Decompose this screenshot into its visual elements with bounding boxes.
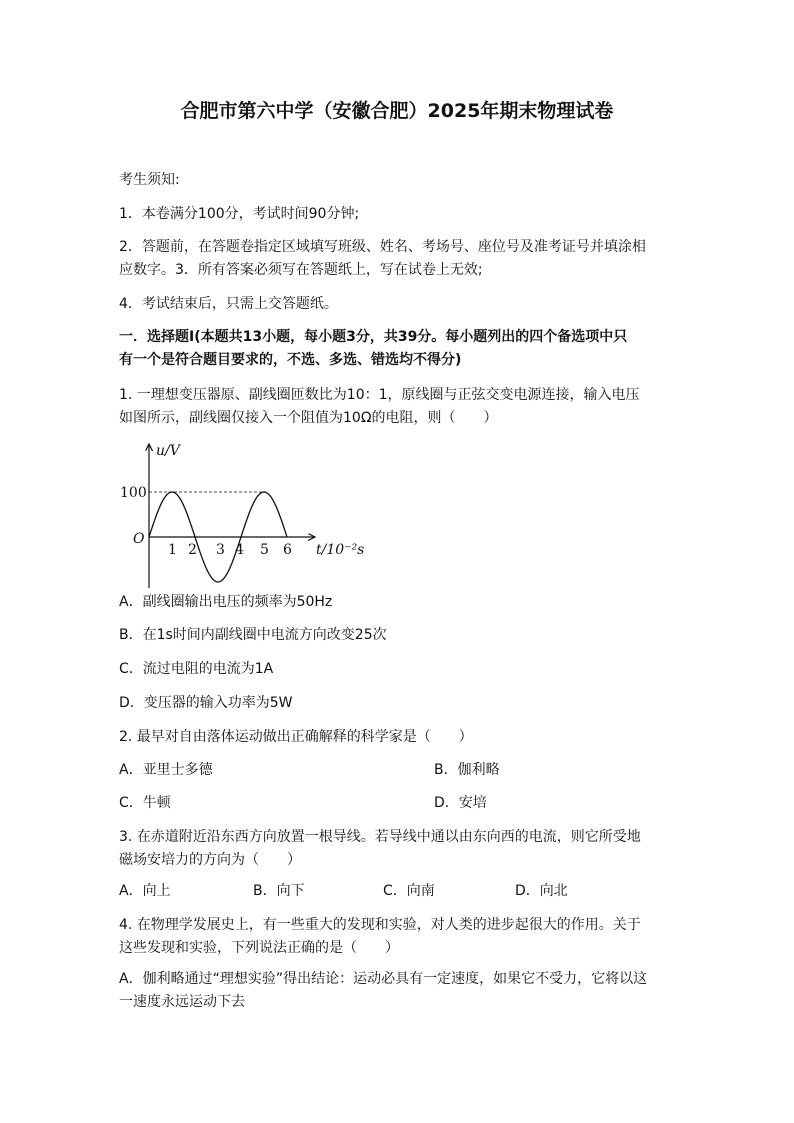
x-axis-label: t/10⁻²s	[316, 542, 365, 558]
voltage-time-graph	[118, 438, 368, 590]
question-2-stem: 2. 最早对自由落体运动做出正确解释的科学家是（ ）	[119, 729, 473, 745]
x-tick-label: 4	[235, 542, 244, 558]
notice-item: 应数字。3．所有答案必须写在答题纸上，写在试卷上无效;	[119, 262, 483, 278]
question-4-stem-cont: 这些发现和实验，下列说法正确的是（ ）	[119, 940, 399, 956]
question-3-stem: 3. 在赤道附近沿东西方向放置一根导线。若导线中通以由东向西的电流，则它所受地	[119, 829, 641, 845]
x-tick-label: 6	[283, 542, 292, 558]
section-heading-cont: 有一个是符合题目要求的，不选、多选、错选均不得分)	[119, 352, 462, 368]
x-tick-label: 3	[216, 542, 225, 558]
notice-heading: 考生须知:	[119, 172, 180, 188]
x-tick-label: 1	[168, 542, 177, 558]
page-title: 合肥市第六中学（安徽合肥）2025年期末物理试卷	[180, 100, 614, 122]
question-4-stem: 4. 在物理学发展史上，有一些重大的发现和实验，对人类的进步起很大的作用。关于	[119, 917, 641, 933]
question-3-option-c: C．向南	[383, 883, 435, 899]
y-axis-label: u/V	[156, 443, 180, 459]
notice-item: 4．考试结束后，只需上交答题纸。	[119, 296, 338, 312]
origin-label: O	[133, 531, 145, 547]
question-1-option-a: A．副线圈输出电压的频率为50Hz	[119, 594, 333, 610]
y-tick-label: 100	[120, 485, 147, 501]
x-tick-label: 5	[260, 542, 269, 558]
question-2-option-d: D．安培	[434, 795, 487, 811]
notice-item: 1．本卷满分100分，考试时间90分钟;	[119, 206, 360, 222]
question-1-stem-cont: 如图所示，副线圈仅接入一个阻值为10Ω的电阻，则（ ）	[119, 410, 498, 426]
question-3-option-b: B．向下	[253, 883, 305, 899]
x-tick-label: 2	[188, 542, 197, 558]
notice-item: 2．答题前，在答题卷指定区域填写班级、姓名、考场号、座位号及准考证号并填涂相	[119, 239, 646, 255]
question-4-option-a: A．伽利略通过“理想实验”得出结论：运动必具有一定速度，如果它不受力，它将以这	[119, 971, 648, 987]
question-2-option-c: C．牛顿	[119, 795, 171, 811]
question-3-option-a: A．向上	[119, 883, 171, 899]
question-4-option-a-cont: 一速度永远运动下去	[119, 994, 245, 1010]
section-heading: 一．选择题Ⅰ(本题共13小题，每小题3分，共39分。每小题列出的四个备选项中只	[119, 329, 628, 345]
question-1-option-c: C．流过电阻的电流为1A	[119, 661, 274, 677]
question-2-option-a: A．亚里士多德	[119, 762, 213, 778]
question-3-stem-cont: 磁场安培力的方向为（ ）	[119, 852, 301, 868]
question-2-option-b: B．伽利略	[434, 762, 500, 778]
question-1-option-d: D．变压器的输入功率为5W	[119, 695, 293, 711]
question-3-option-d: D．向北	[515, 883, 568, 899]
question-1-stem: 1. 一理想变压器原、副线圈匝数比为10：1，原线圈与正弦交变电源连接，输入电压	[119, 387, 640, 403]
question-1-option-b: B．在1s时间内副线圈中电流方向改变25次	[119, 627, 387, 643]
